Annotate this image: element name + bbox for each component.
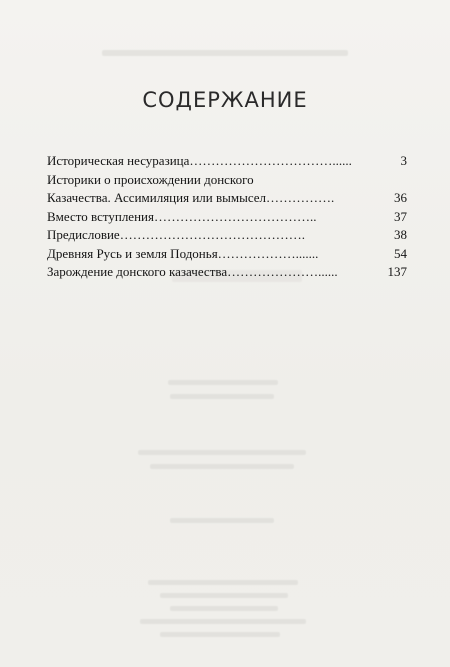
toc-entry-title: Историки о происхождении донского [47, 171, 254, 187]
toc-entry-leader [254, 171, 407, 190]
toc-entry-page: 37 [394, 208, 407, 224]
toc-entry-page: 3 [400, 153, 407, 168]
toc-entry-leader: ……………. [266, 190, 335, 205]
toc-entry [47, 152, 407, 171]
page-title: СОДЕРЖАНИЕ [142, 88, 308, 112]
toc-entry-title: Древняя Русь и земля Подонья [47, 245, 218, 261]
toc-entry [47, 226, 407, 245]
toc-entry [47, 263, 407, 282]
bleed-through-mark [150, 464, 294, 469]
toc-entry-leader: …………………...... [227, 264, 338, 279]
bleed-through-mark [160, 593, 288, 598]
toc-entry-leader: ………………....... [217, 245, 319, 261]
toc-entry-title: Историческая несуразица [47, 153, 190, 168]
toc-entry-page: 137 [387, 264, 407, 279]
bleed-through-mark [168, 380, 278, 385]
toc-entry [47, 189, 407, 208]
bleed-through-mark [170, 394, 274, 399]
bleed-through-mark [102, 50, 348, 56]
toc-entry-page: 36 [394, 190, 407, 205]
toc-entry-leader: ……………………………….. [153, 208, 317, 224]
toc-entry-title: Зарождение донского казачества [47, 264, 228, 279]
toc-entry-page: 38 [394, 227, 407, 242]
toc-entry-leader: ……………………………………. [119, 227, 305, 242]
bleed-through-mark [170, 606, 278, 611]
toc-entry-leader: ……………………………...... [189, 153, 352, 168]
toc-entry [47, 208, 407, 227]
toc-entry-page: 54 [394, 245, 407, 261]
bleed-through-mark [138, 450, 306, 455]
table-of-contents [47, 152, 407, 282]
bleed-through-mark [160, 632, 280, 637]
toc-entry [47, 245, 407, 264]
bleed-through-mark [170, 518, 274, 523]
toc-entry [47, 171, 407, 190]
toc-entry-title: Предисловие [47, 227, 120, 242]
toc-entry-title: Вместо вступления [47, 208, 154, 224]
bleed-through-mark [148, 580, 298, 585]
bleed-through-mark [140, 619, 306, 624]
toc-entry-title: Казачества. Ассимиляция или вымысел [47, 190, 267, 205]
